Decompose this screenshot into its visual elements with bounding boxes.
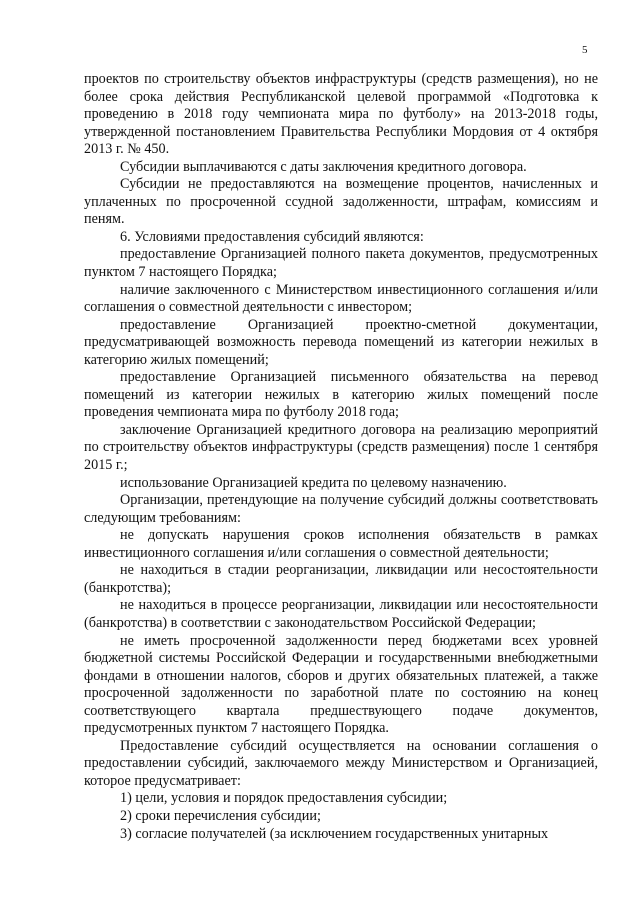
paragraph: 6. Условиями предоставления субсидий являются: [120,228,424,245]
paragraph: не находиться в стадии реорганизации, ликвидации или несостоятельности (банкротства); [84,562,598,596]
paragraph: Предоставление субсидий осуществляется на основании соглашения о предоставлении субсидий, заключаемого между Министерством и Организацией, которое предусматривает: [84,737,598,789]
paragraph: наличие заключенного с Министерством инвестиционного соглашения и/или соглашения о совместной деятельности с инвестором; [84,281,598,316]
document-body [84,71,598,843]
paragraph: не иметь просроченной задолженности перед бюджетами всех уровней бюджетной системы Российской Федерации и государственными внебюджетными фондами в отношении налогов, сборов и других обязательных платежей, а также просроченной задолженности по заработной плате по состоянию на конец соответствующего квартала предшествующего подаче документов, предусмотренных пунктом 7 настоящего Порядка. [84,632,598,737]
paragraph: не допускать нарушения сроков исполнения обязательств в рамках инвестиционного соглашения и/или соглашения о совместной деятельности; [84,527,598,561]
paragraph: проектов по строительству объектов инфраструктуры (средств размещения), но не более срока действия Республиканской целевой программой «Подготовка к проведению в 2018 году чемпионата мира по футболу» на 2013-2018 годы, утвержденной постановлением Правительства Республики Мордовия от 4 октября 2013 г. № 450. [84,71,598,158]
paragraph: предоставление Организацией полного пакета документов, предусмотренных пунктом 7 настоящего Порядка; [84,246,598,281]
page-number: 5 [582,44,588,56]
paragraph: не находиться в процессе реорганизации, ликвидации или несостоятельности (банкротства) в соответствии с законодательством Российской Федерации; [84,597,598,631]
paragraph: предоставление Организацией проектно-сметной документации, предусматривающей возможность перевода помещений из категории нежилых в категорию жилых помещений; [84,316,598,368]
paragraph: использование Организацией кредита по целевому назначению. [120,474,507,491]
paragraph: Субсидии выплачиваются с даты заключения кредитного договора. [120,158,527,175]
paragraph: Организации, претендующие на получение субсидий должны соответствовать следующим требованиям: [84,492,598,526]
paragraph: Субсидии не предоставляются на возмещение процентов, начисленных и уплаченных по просроченной ссудной задолженности, штрафам, комиссиям и пеням. [84,176,598,228]
paragraph: 1) цели, условия и порядок предоставления субсидии; [120,790,448,807]
paragraph: 3) согласие получателей (за исключением государственных унитарных [120,825,549,842]
paragraph: предоставление Организацией письменного обязательства на перевод помещений из категории нежилых в категорию жилых помещений после проведения чемпионата мира по футболу 2018 года; [84,369,598,421]
paragraph: заключение Организацией кредитного договора на реализацию мероприятий по строительству объектов инфраструктуры (средств размещения) после 1 сентября 2015 г.; [84,421,598,474]
paragraph: 2) сроки перечисления субсидии; [120,807,321,824]
